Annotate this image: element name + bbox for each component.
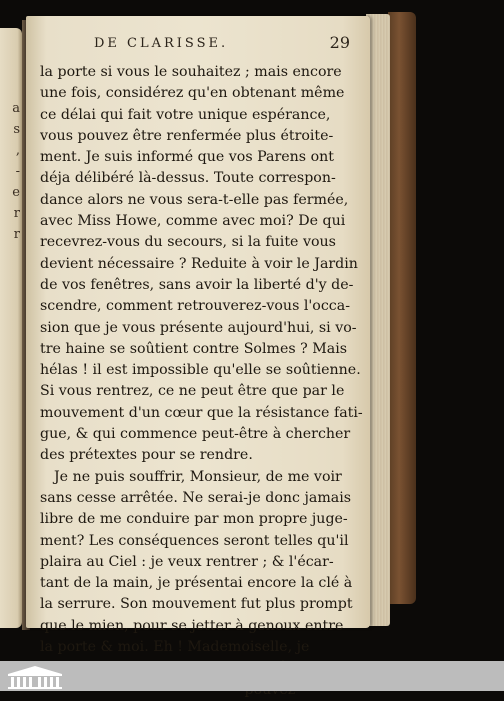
text-line: scendre, comment retrouverez-vous l'occa- (40, 298, 350, 315)
left-fragment: a (12, 101, 20, 116)
text-line: libre de me conduire par mon propre juge- (40, 511, 348, 528)
text-line: que le mien, pour se jetter à genoux entre (40, 617, 344, 634)
text-line: devient nécessaire ? Reduite à voir le Jardin (40, 255, 358, 272)
text-line: Je ne puis souffrir, Monsieur, de me voir (54, 468, 342, 485)
left-fragment: , (15, 143, 20, 158)
text-line: dance alors ne vous sera-t-elle pas fermée, (40, 191, 349, 208)
text-line: tre haine se soûtient contre Solmes ? Mais (40, 340, 348, 357)
running-head-title: DE CLARISSE. (94, 36, 229, 51)
left-page-edge (0, 28, 22, 628)
text-line: la serrure. Son mouvement fut plus prompt (40, 596, 353, 613)
text-line: la porte & moi. Eh ! Mademoiselle, je (40, 639, 310, 656)
text-line: sans cesse arrêtée. Ne serai-je donc jamais (40, 489, 352, 506)
page-number: 29 (329, 33, 350, 52)
footer-bar (0, 661, 504, 691)
text-line: ment? Les conséquences seront telles qu'il (40, 532, 349, 549)
text-line: ment. Je suis informé que vos Parens ont (40, 149, 334, 166)
left-fragment: s (13, 122, 20, 137)
left-fragment: r (13, 227, 20, 242)
library-building-icon (4, 664, 66, 690)
text-line: vous pouvez être renfermée plus étroite- (40, 127, 334, 144)
text-line: de vos fenêtres, sans avoir la liberté d'y de- (40, 276, 354, 293)
text-line: une fois, considérez qu'en obtenant même (40, 85, 345, 102)
page-body-text (40, 62, 363, 701)
text-line: la porte si vous le souhaitez ; mais encore (40, 64, 342, 80)
left-fragment: e (12, 185, 20, 200)
text-line: avec Miss Howe, comme avec moi? De qui (40, 213, 346, 230)
text-line: ce délai qui fait votre unique espérance, (40, 106, 331, 123)
left-page-text-fragments (0, 98, 20, 245)
text-line: sion que je vous présente aujourd'hui, si vo- (40, 319, 357, 336)
book-cover-edge (388, 12, 416, 604)
text-line: plaira au Ciel : je veux rentrer ; & l'écar- (40, 553, 334, 570)
text-line: Si vous rentrez, ce ne peut être que par le (40, 383, 345, 400)
text-line: recevrez-vous du secours, si la fuite vous (40, 234, 336, 251)
text-line: des prétextes pour se rendre. (40, 447, 253, 464)
text-line: gue, & qui commence peut-être à chercher (40, 426, 351, 443)
text-line: tant de la main, je présentai encore la clé à (40, 575, 353, 592)
text-line: mouvement d'un cœur que la résistance fati- (40, 404, 363, 421)
text-line: déja délibéré là-dessus. Toute correspon- (40, 170, 336, 187)
left-fragment: r (13, 206, 20, 221)
left-fragment: - (15, 164, 20, 179)
text-line: hélas ! il est impossible qu'elle se soûtienne. (40, 362, 361, 379)
